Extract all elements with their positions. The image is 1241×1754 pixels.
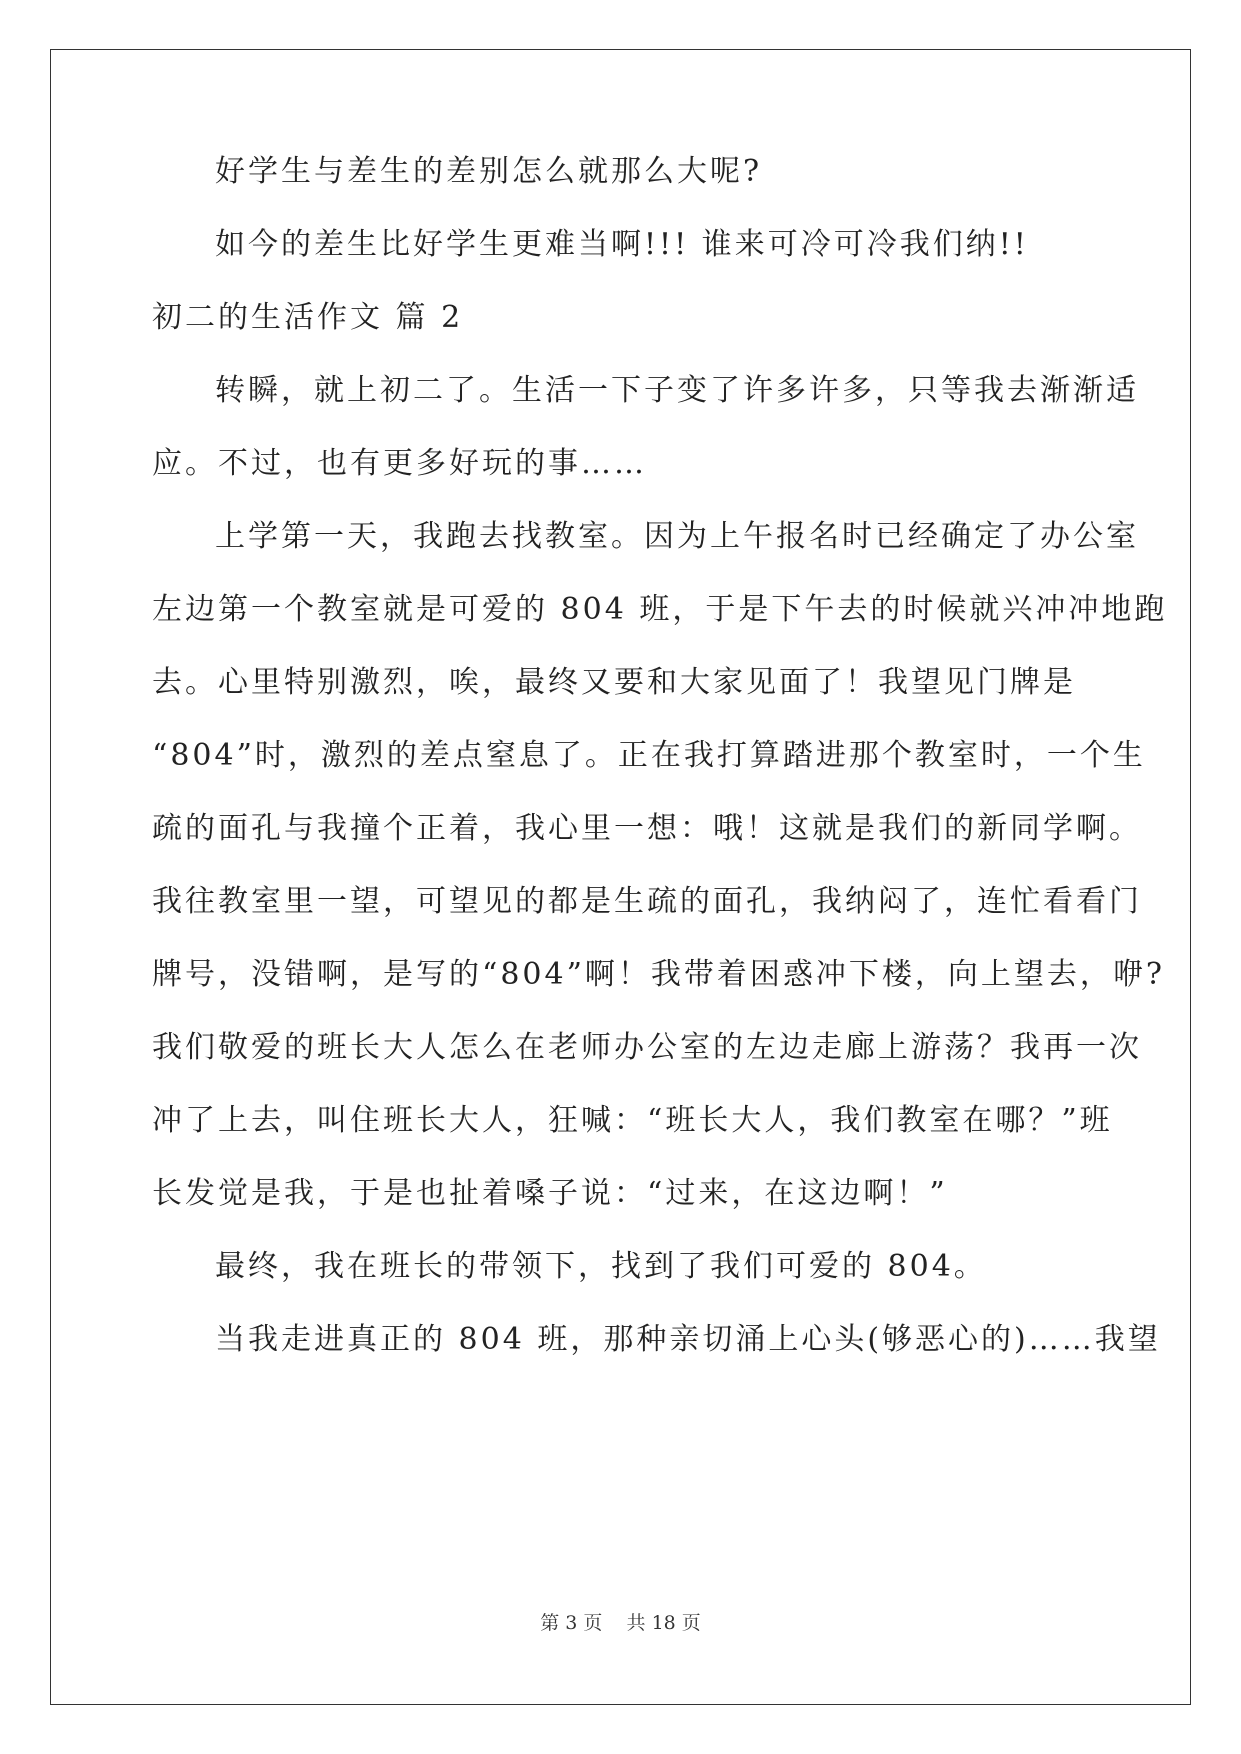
paragraph-line: 去。心里特别激烈，唉，最终又要和大家见面了！我望见门牌是 <box>152 665 1076 700</box>
paragraph-line: 转瞬，就上初二了。生活一下子变了许多许多，只等我去渐渐适 <box>215 373 1139 408</box>
paragraph-line: 我们敬爱的班长大人怎么在老师办公室的左边走廊上游荡？我再一次 <box>152 1030 1142 1065</box>
paragraph-line: 应。不过，也有更多好玩的事…… <box>152 446 647 481</box>
paragraph-line: 好学生与差生的差别怎么就那么大呢? <box>215 154 763 189</box>
paragraph-line: 我往教室里一望，可望见的都是生疏的面孔，我纳闷了，连忙看看门 <box>152 884 1142 919</box>
page-number: 第 3 页 <box>540 1612 603 1634</box>
paragraph-line: 最终，我在班长的带领下，找到了我们可爱的 804。 <box>215 1249 987 1284</box>
page-footer <box>0 1611 1241 1635</box>
paragraph-line: 当我走进真正的 804 班，那种亲切涌上心头(够恶心的)……我望 <box>215 1322 1161 1357</box>
paragraph-line: “804”时，激烈的差点窒息了。正在我打算踏进那个教室时，一个生 <box>152 738 1146 773</box>
paragraph-line: 左边第一个教室就是可爱的 804 班，于是下午去的时候就兴冲冲地跑 <box>152 592 1168 627</box>
paragraph-line: 如今的差生比好学生更难当啊!!! 谁来可冷可冷我们纳!! <box>215 227 1029 262</box>
paragraph-line: 长发觉是我，于是也扯着嗓子说：“过来，在这边啊！” <box>152 1176 948 1211</box>
section-heading: 初二的生活作文 篇 2 <box>152 300 464 335</box>
page-total: 共 18 页 <box>626 1612 701 1634</box>
paragraph-line: 冲了上去，叫住班长大人，狂喊：“班长大人，我们教室在哪？”班 <box>152 1103 1113 1138</box>
paragraph-line: 上学第一天，我跑去找教室。因为上午报名时已经确定了办公室 <box>215 519 1139 554</box>
paragraph-line: 牌号，没错啊，是写的“804”啊！我带着困惑冲下楼，向上望去，咿? <box>152 957 1166 992</box>
paragraph-line: 疏的面孔与我撞个正着，我心里一想：哦！这就是我们的新同学啊。 <box>152 811 1142 846</box>
